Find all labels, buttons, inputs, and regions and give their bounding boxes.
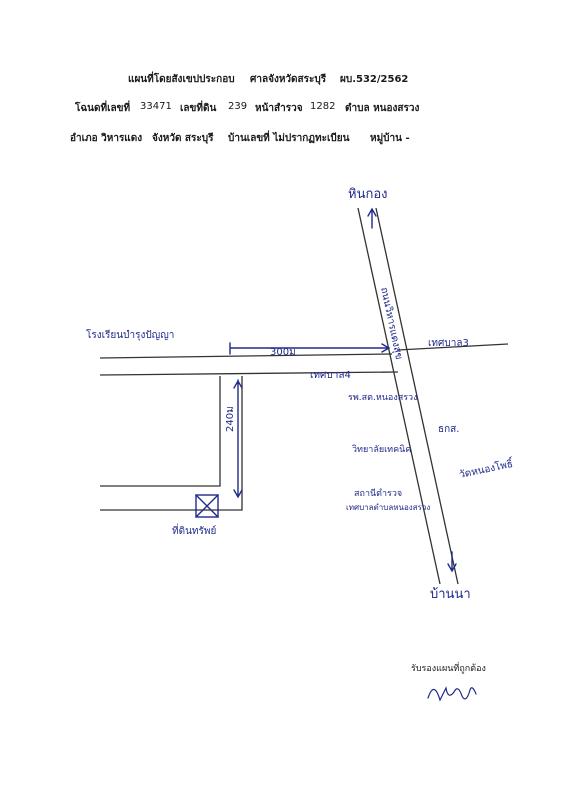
village: หมู่บ้าน -: [370, 133, 410, 144]
deed-number: 33471: [140, 101, 172, 112]
side-distance-label: 240ม: [225, 406, 236, 432]
deed-label: โฉนดที่เลขที่: [75, 103, 131, 114]
west-road-top-edge: [100, 354, 392, 358]
case-number: ผบ.532/2562: [340, 74, 409, 85]
certify-label: รับรองแผนที่ถูกต้อง: [411, 664, 486, 674]
province: จังหวัด สระบุรี: [152, 133, 214, 144]
station-label: สถานีตำรวจ: [354, 489, 403, 499]
north-label: หินกอง: [348, 187, 388, 202]
signature-mark: [428, 688, 476, 700]
house-number: บ้านเลขที่ ไม่ปรากฏทะเบียน: [228, 133, 350, 144]
health-center-label: รพ.สต.หนองสรวง: [348, 393, 418, 403]
school-label: โรงเรียนบำรุงปัญญา: [86, 330, 175, 341]
distance-300-label: 300ม: [270, 347, 296, 358]
main-road-label: ถนนวิหารแดงสุข: [378, 286, 405, 361]
municipality-label: เทศบาลตำบลหนองสรวง: [346, 503, 431, 512]
subdistrict: ตำบล หนองสรวง: [345, 103, 420, 114]
hospital-label: วิทยาลัยเทคนิค: [352, 445, 412, 455]
canal3-label: เทศบาล3: [428, 338, 469, 349]
south-label: บ้านนา: [430, 587, 471, 602]
land-label: เลขที่ดิน: [180, 103, 217, 114]
west-road-bottom-edge: [100, 372, 398, 375]
subject-land-marker: [196, 495, 218, 517]
bank-label: ธกส.: [438, 424, 460, 435]
side-road-left-edge: [100, 376, 220, 486]
map-title: แผนที่โดยสังเขปประกอบ: [128, 74, 235, 85]
survey-number: 1282: [310, 101, 336, 112]
temple-label: วัดหนองโพธิ์: [458, 458, 514, 481]
land-number: 239: [228, 101, 248, 112]
district: อำเภอ วิหารแดง: [70, 133, 143, 144]
canal4-label: เทศบาล4: [310, 370, 351, 381]
distance-240-arrow: [234, 380, 242, 497]
court-name: ศาลจังหวัดสระบุรี: [250, 74, 327, 85]
north-arrow: [368, 209, 376, 228]
land-label: ที่ดินทรัพย์: [172, 526, 217, 537]
survey-label: หน้าสำรวจ: [255, 103, 303, 114]
distance-300-arrow: [230, 343, 389, 354]
side-road-right-edge: [100, 376, 242, 510]
